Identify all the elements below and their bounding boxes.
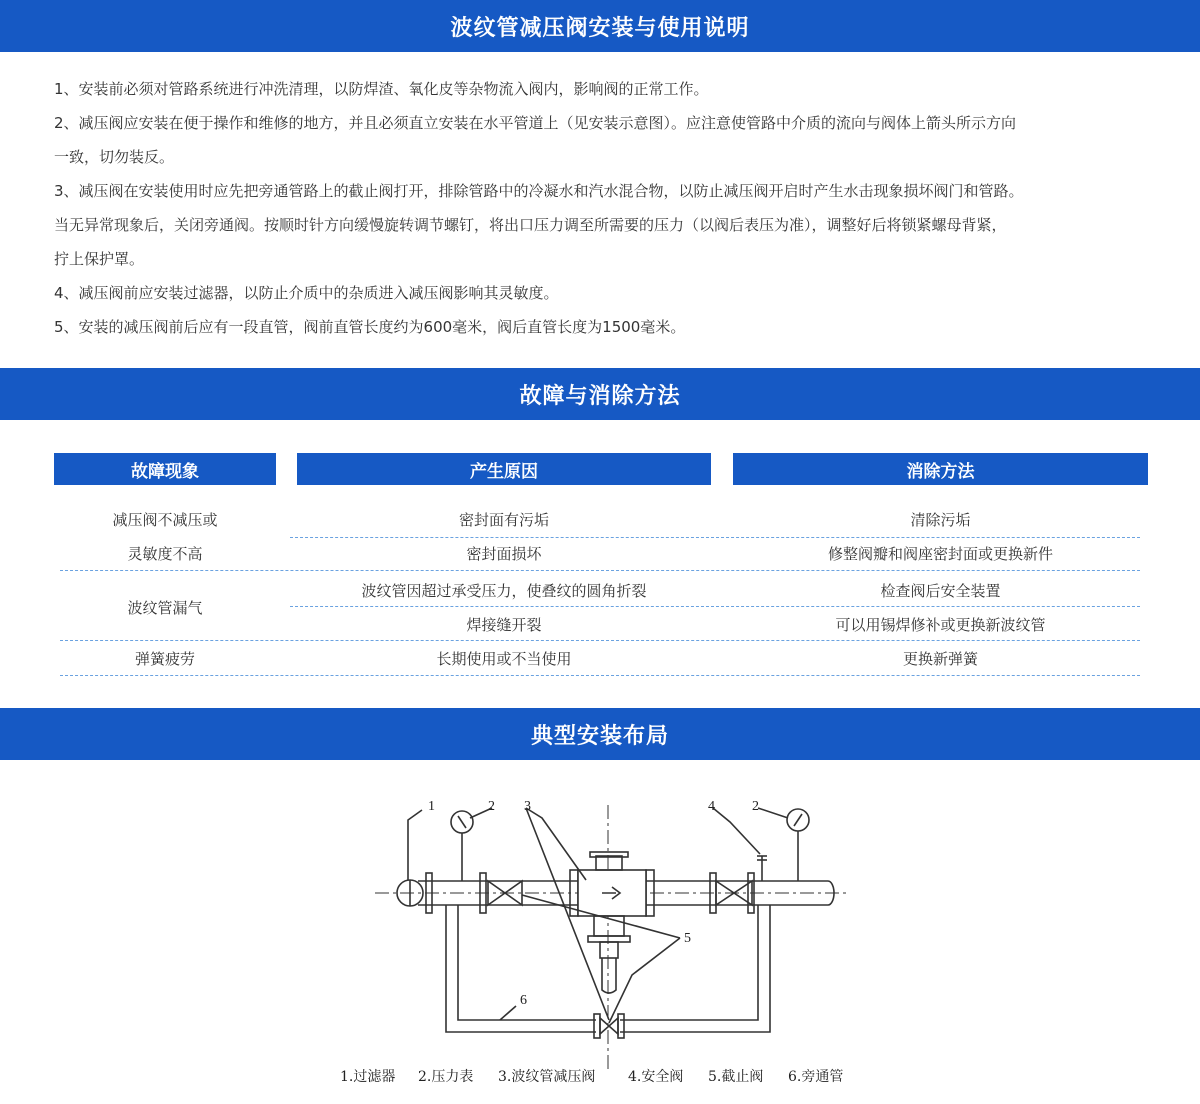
legend-item: 3.波纹管减压阀 bbox=[498, 1069, 596, 1085]
symptom-cell: 波纹管漏气 bbox=[127, 599, 203, 617]
row-divider bbox=[290, 537, 1140, 538]
header-remedy: 消除方法 bbox=[733, 453, 1148, 485]
legend-item: 6.旁通管 bbox=[788, 1069, 844, 1085]
row-divider bbox=[60, 570, 1140, 571]
cause-cell: 长期使用或不当使用 bbox=[436, 650, 572, 668]
instruction-line: 2、减压阀应安装在便于操作和维修的地方，并且必须直立安装在水平管道上（见安装示意图）。应注意使管路中介质的流向与阀体上箭头所示方向 bbox=[54, 114, 1017, 132]
legend-item: 5.截止阀 bbox=[708, 1069, 764, 1085]
cause-cell: 密封面损坏 bbox=[466, 545, 542, 563]
instruction-line: 5、安装的减压阀前后应有一段直管，阀前直管长度约为600毫米，阀后直管长度为1500毫米。 bbox=[54, 318, 686, 336]
row-divider bbox=[290, 606, 1140, 607]
remedy-cell: 更换新弹簧 bbox=[902, 650, 978, 668]
diagram-number: 1 bbox=[428, 799, 435, 814]
symptom-cell: 减压阀不减压或 bbox=[112, 511, 218, 529]
diagram-number: 5 bbox=[684, 931, 691, 946]
install-section-title: 波纹管减压阀安装与使用说明 bbox=[0, 0, 1200, 52]
instruction-line: 拧上保护罩。 bbox=[54, 250, 145, 268]
symptom-cell: 灵敏度不高 bbox=[127, 545, 203, 563]
remedy-cell: 修整阀瓣和阀座密封面或更换新件 bbox=[827, 545, 1053, 563]
layout-section-title: 典型安装布局 bbox=[0, 708, 1200, 760]
instruction-line: 当无异常现象后，关闭旁通阀。按顺时针方向缓慢旋转调节螺钉，将出口压力调至所需要的压力（以阀后表压为准），调整好后将锁紧螺母背紧， bbox=[54, 216, 1007, 234]
install-instructions bbox=[54, 72, 1154, 344]
remedy-cell: 检查阀后安全装置 bbox=[880, 582, 1001, 600]
cause-cell: 波纹管因超过承受压力，使叠纹的圆角折裂 bbox=[361, 582, 647, 600]
cause-cell: 密封面有污垢 bbox=[458, 511, 549, 529]
header-cause: 产生原因 bbox=[297, 453, 711, 485]
diagram-number: 3 bbox=[524, 799, 531, 814]
diagram-number: 6 bbox=[520, 993, 527, 1008]
legend-item: 2.压力表 bbox=[418, 1069, 474, 1085]
instruction-line: 1、安装前必须对管路系统进行冲洗清理，以防焊渣、氧化皮等杂物流入阀内，影响阀的正常工作。 bbox=[54, 80, 709, 98]
header-symptom: 故障现象 bbox=[54, 453, 276, 485]
diagram-number: 4 bbox=[708, 799, 715, 814]
cause-cell: 焊接缝开裂 bbox=[466, 616, 542, 634]
instruction-line: 一致，切勿装反。 bbox=[54, 148, 175, 166]
symptom-cell: 弹簧疲劳 bbox=[134, 650, 195, 668]
installation-diagram bbox=[330, 770, 870, 1100]
row-divider bbox=[60, 675, 1140, 676]
remedy-cell: 可以用锡焊修补或更换新波纹管 bbox=[835, 616, 1046, 634]
diagram-number: 2 bbox=[752, 799, 759, 814]
instruction-line: 3、减压阀在安装使用时应先把旁通管路上的截止阀打开，排除管路中的冷凝水和汽水混合物，以防止减压阀开启时产生水击现象损坏阀门和管路。 bbox=[54, 182, 1024, 200]
instruction-line: 4、减压阀前应安装过滤器，以防止介质中的杂质进入减压阀影响其灵敏度。 bbox=[54, 284, 559, 302]
legend-item: 4.安全阀 bbox=[628, 1069, 684, 1085]
faults-section-title: 故障与消除方法 bbox=[0, 368, 1200, 420]
remedy-cell: 清除污垢 bbox=[910, 511, 971, 529]
legend-item: 1.过滤器 bbox=[340, 1069, 396, 1085]
diagram-number: 2 bbox=[488, 799, 495, 814]
row-divider bbox=[60, 640, 1140, 641]
